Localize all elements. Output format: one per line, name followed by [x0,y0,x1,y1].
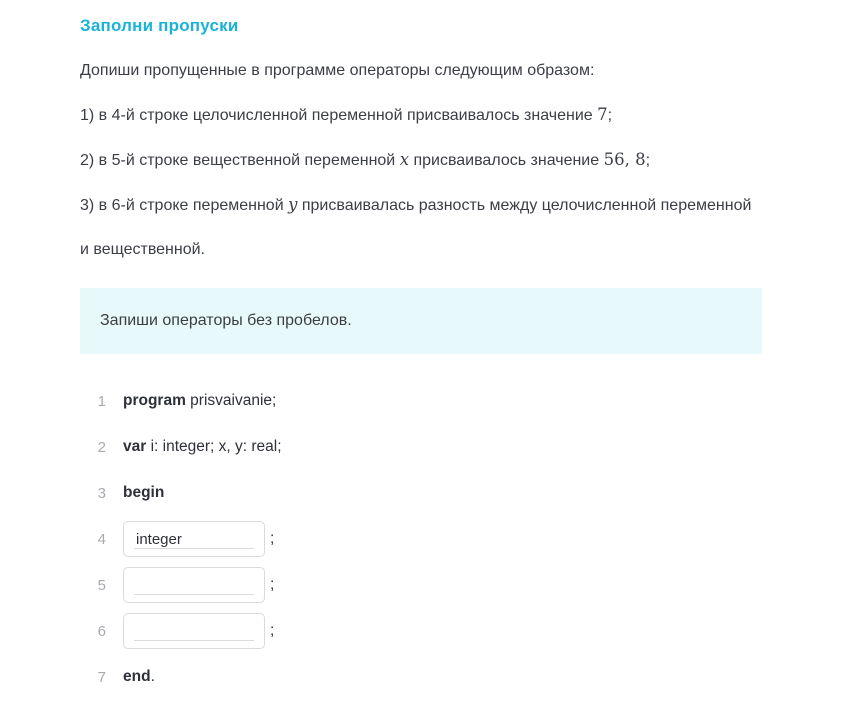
task-instructions [80,49,762,272]
answer-input-line-5[interactable] [124,568,264,602]
code-line-3 [80,470,762,516]
line-number: 2 [97,438,106,456]
instruction-item-1: 1) в 4-й строке целочисленной переменной присваивалось значение 7; [80,105,613,124]
instruction-item-3: 3) в 6-й строке переменной y присваивалась разность между целочисленной переменной и вещественной. [80,195,752,258]
code-line-6 [80,608,762,654]
answer-input-line-4-wrap [123,521,265,557]
code-line-text: end. [123,668,155,685]
line-number: 3 [97,484,106,502]
task-title: Заполни пропуски [80,16,239,35]
code-suffix: ; [270,576,275,593]
answer-input-line-6[interactable] [124,614,264,648]
hint-box [80,288,762,354]
code-line-4 [80,516,762,562]
instructions-intro: Допиши пропущенные в программе операторы следующим образом: [80,62,595,79]
code-line-text: program prisvaivanie; [123,392,277,409]
code-line-2 [80,424,762,470]
answer-input-line-6-wrap [123,613,265,649]
code-suffix: ; [270,622,275,639]
code-line-5 [80,562,762,608]
line-number: 5 [97,576,106,594]
answer-input-line-4[interactable] [124,522,264,556]
code-line-text: begin [123,484,165,501]
answer-input-line-5-wrap [123,567,265,603]
line-number: 4 [97,530,106,548]
hint-text: Запиши операторы без пробелов. [100,312,352,329]
line-number: 1 [97,392,106,410]
code-line-1 [80,378,762,424]
code-line-7 [80,654,762,700]
line-number: 7 [97,668,106,686]
line-number: 6 [97,622,106,640]
code-suffix: ; [270,530,275,547]
code-line-text: var i: integer; x, y: real; [123,438,282,455]
instruction-item-2: 2) в 5-й строке вещественной переменной x присваивалось значение 56, 8; [80,150,651,169]
code-editor [80,378,762,700]
